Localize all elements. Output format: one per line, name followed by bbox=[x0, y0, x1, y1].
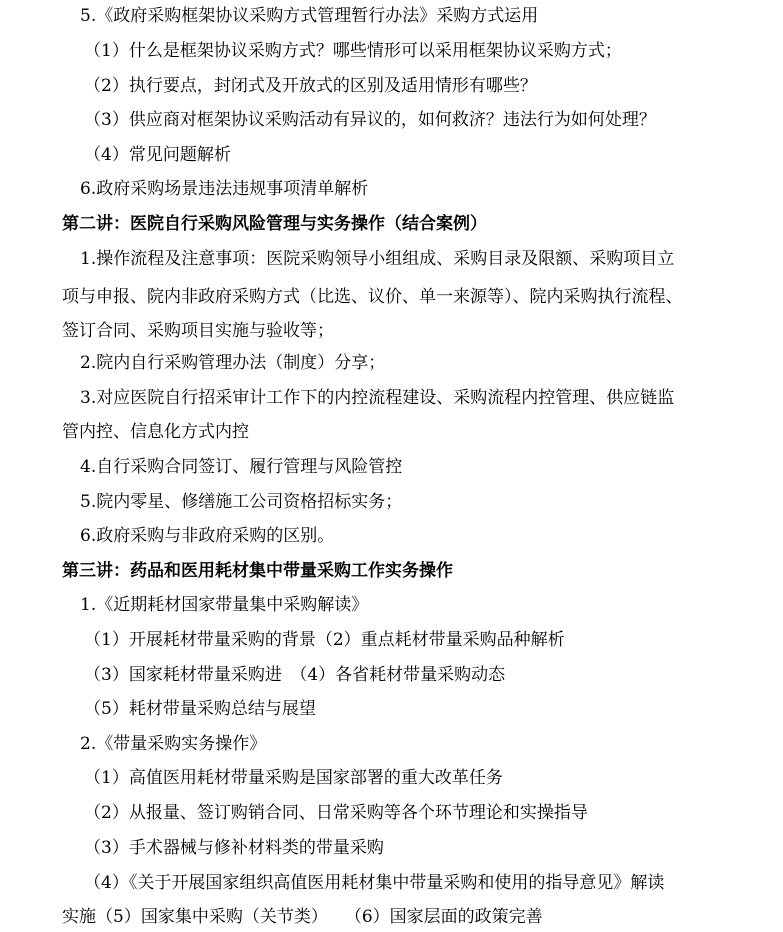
text-line: 5.院内零星、修缮施工公司资格招标实务； bbox=[80, 492, 403, 512]
text-line: （2）从报量、签订购销合同、日常采购等各个环节理论和实操指导 bbox=[84, 803, 588, 823]
section-heading: 第二讲：医院自行采购风险管理与实务操作（结合案例） bbox=[62, 214, 487, 234]
text-line: （1）开展耗材带量采购的背景（2）重点耗材带量采购品种解析 bbox=[84, 630, 565, 650]
text-line: 2.《带量采购实务操作》 bbox=[80, 734, 267, 754]
text-line: 4.自行采购合同签订、履行管理与风险管控 bbox=[80, 457, 403, 477]
text-line: 3.对应医院自行招采审计工作下的内控流程建设、采购流程内控管理、供应链监 bbox=[80, 388, 675, 408]
section-heading: 第三讲：药品和医用耗材集中带量采购工作实务操作 bbox=[62, 561, 453, 581]
text-line: （3）手术器械与修补材料类的带量采购 bbox=[84, 838, 384, 858]
text-line: 2.院内自行采购管理办法（制度）分享； bbox=[80, 353, 386, 373]
text-line: （2）执行要点，封闭式及开放式的区别及适用情形有哪些？ bbox=[84, 76, 537, 96]
text-line: 管内控、信息化方式内控 bbox=[62, 422, 249, 442]
text-line: 6.政府采购场景违法违规事项清单解析 bbox=[80, 179, 369, 199]
text-line: （1）高值医用耗材带量采购是国家部署的重大改革任务 bbox=[84, 768, 503, 788]
text-line: 1.《近期耗材国家带量集中采购解读》 bbox=[80, 595, 369, 615]
text-line: 实施（5）国家集中采购（关节类） （6）国家层面的政策完善 bbox=[62, 907, 543, 927]
text-line: （3）国家耗材带量采购进 （4）各省耗材带量采购动态 bbox=[84, 665, 506, 685]
text-line: 5.《政府采购框架协议采购方式管理暂行办法》采购方式运用 bbox=[80, 6, 539, 26]
text-line: 项与申报、院内非政府采购方式（比选、议价、单一来源等）、院内采购执行流程、 bbox=[62, 287, 683, 307]
text-line: （4）《关于开展国家组织高值医用耗材集中带量采购和使用的指导意见》解读 bbox=[84, 873, 665, 893]
text-line: 1.操作流程及注意事项：医院采购领导小组组成、采购目录及限额、采购项目立 bbox=[80, 249, 675, 269]
text-line: （3）供应商对框架协议采购活动有异议的，如何救济？违法行为如何处理？ bbox=[84, 110, 656, 130]
text-line: （4）常见问题解析 bbox=[84, 145, 231, 165]
text-line: 6.政府采购与非政府采购的区别。 bbox=[80, 526, 335, 546]
text-line: （5）耗材带量采购总结与展望 bbox=[84, 699, 316, 719]
text-line: 签订合同、采购项目实施与验收等； bbox=[62, 321, 334, 341]
text-line: （1）什么是框架协议采购方式？哪些情形可以采用框架协议采购方式； bbox=[84, 41, 622, 61]
